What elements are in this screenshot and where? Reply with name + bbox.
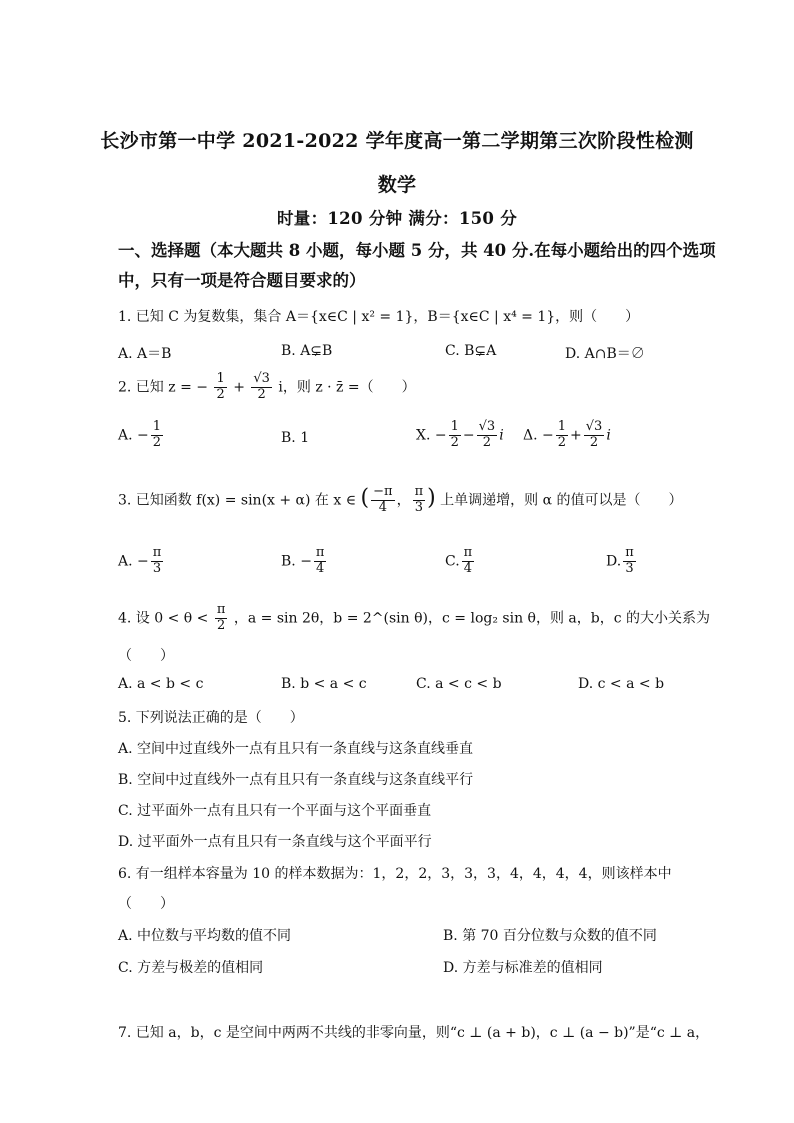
q3-option-c: C. $\frac{\pi}{4}$ — [445, 545, 473, 576]
q5-option-c: C. 过平面外一点有且只有一个平面与这个平面垂直 — [118, 803, 432, 819]
q2-option-b: B. 1 — [281, 430, 310, 446]
q3-option-d: D. $\frac{\pi}{3}$ — [606, 545, 634, 576]
q5-option-b: B. 空间中过直线外一点有且只有一条直线与这条直线平行 — [118, 772, 474, 788]
question-6-options-row2 — [118, 957, 678, 981]
q5-option-a: A. 空间中过直线外一点有且只有一条直线与这条直线垂直 — [118, 741, 474, 757]
q2-stem-suffix: i，则 z · z̄ =（ ） — [278, 379, 416, 396]
question-4-options — [118, 676, 678, 700]
q6-option-a: A. 中位数与平均数的值不同 — [118, 928, 292, 944]
question-4-stem: 4. 设 0 < θ < $\frac{\pi}{2}$ ，a = sin 2θ，b = 2^(sin θ)，c = log₂ sin θ，则 a，b，c 的大小关系为 — [118, 602, 711, 633]
question-5-stem: 5. 下列说法正确的是（ ） — [118, 710, 304, 726]
question-6-paren: （ ） — [118, 896, 174, 912]
q3-stem-prefix: 3. 已知函数 f(x) = sin(x + α) 在 x ∈ — [118, 492, 361, 509]
q3-option-b: B. − $\frac{\pi}{4}$ — [281, 545, 325, 576]
q4-stem-suffix: ，a = sin 2θ，b = 2^(sin θ)，c = log₂ sin θ，则 a，b，c 的大小关系为 — [233, 610, 711, 627]
fraction-sqrt3-half: $\frac{√3}{2}$ — [253, 371, 270, 402]
fraction-half: $\frac{1}{2}$ — [216, 371, 225, 402]
section-heading-1: 一、选择题（本大题共 8 小题，每小题 5 分，共 40 分.在每小题给出的四个选项 — [118, 241, 716, 260]
q3-stem-suffix: 上单调递增，则 α 的值可以是（ ） — [440, 492, 683, 509]
q1-option-b: B. A⊊B — [281, 343, 333, 359]
question-6-options-row1 — [118, 925, 678, 949]
question-4-paren: （ ） — [118, 648, 174, 664]
plus-sign: + — [233, 379, 245, 396]
q1-option-a: A. A＝B — [118, 346, 172, 362]
exam-title: 长沙市第一中学 2021-2022 学年度高一第二学期第三次阶段性检测 — [100, 130, 694, 152]
question-1-options — [118, 343, 678, 367]
q2-option-a: A. − $\frac{1}{2}$ — [118, 419, 162, 450]
q6-option-c: C. 方差与极差的值相同 — [118, 960, 264, 976]
q4-stem-prefix: 4. 设 0 < θ < — [118, 610, 209, 627]
q1-option-c: C. B⊊A — [445, 343, 497, 359]
time-info: 时量：120 分钟 满分：150 分 — [276, 209, 518, 228]
subject-title: 数学 — [377, 174, 417, 196]
q6-option-b: B. 第 70 百分位数与众数的值不同 — [443, 928, 657, 944]
question-3-stem: 3. 已知函数 f(x) = sin(x + α) 在 x ∈ ( $\frac{-\pi}{4}$ ， $\frac{\pi}{3}$ ) 上单调递增，则 α 的值可以是（ ） — [118, 484, 683, 515]
q2-option-d: Δ. − $\frac{1}{2}$ + $\frac{√3}{2}$ i — [523, 419, 611, 450]
q1-option-d: D. A∩B＝∅ — [565, 346, 645, 362]
q2-option-c: X. − $\frac{1}{2}$ − $\frac{√3}{2}$ i — [416, 419, 504, 450]
q4-option-d: D. c < a < b — [578, 676, 665, 692]
q4-option-b: B. b < a < c — [281, 676, 367, 692]
q5-option-d: D. 过平面外一点有且只有一条直线与这个平面平行 — [118, 834, 432, 850]
question-1-stem: 1. 已知 C 为复数集，集合 A＝{x∈C | x² = 1}，B＝{x∈C | x⁴ = 1}，则（ ） — [118, 309, 640, 325]
q4-option-a: A. a < b < c — [118, 676, 204, 692]
q3-option-a: A. − $\frac{\pi}{3}$ — [118, 545, 162, 576]
question-2-stem — [118, 372, 416, 403]
q2-stem-prefix: 2. 已知 z = − — [118, 379, 208, 396]
q4-option-c: C. a < c < b — [416, 676, 502, 692]
question-6-stem: 6. 有一组样本容量为 10 的样本数据为：1，2，2，3，3，3，4，4，4，4，则该样本中 — [118, 866, 672, 882]
q6-option-d: D. 方差与标准差的值相同 — [443, 960, 603, 976]
question-7-stem: 7. 已知 a，b，c 是空间中两两不共线的非零向量，则“c ⊥ (a + b)，c ⊥ (a − b)”是“c ⊥ a， — [118, 1025, 710, 1041]
section-heading-2: 中，只有一项是符合题目要求的） — [118, 271, 366, 290]
